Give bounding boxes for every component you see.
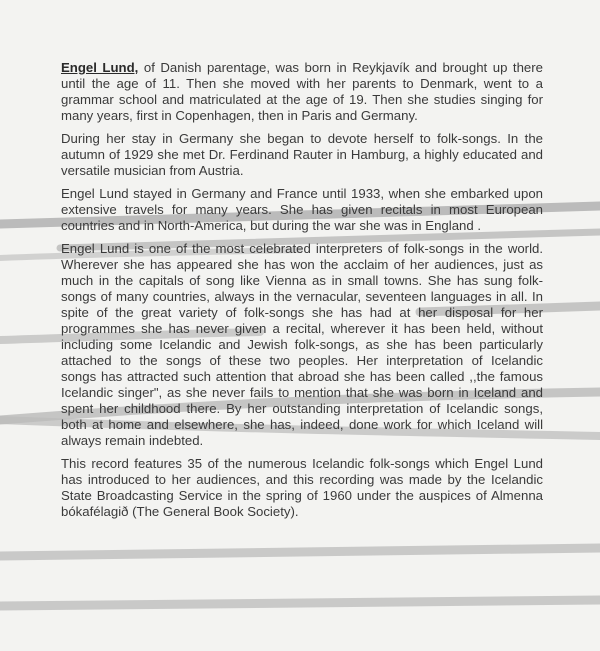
text-line-rest: of Danish parentage, was born in Reykjavík and brought up there [138,60,543,75]
paragraph [61,456,543,520]
text-line: autumn of 1929 she met Dr. Ferdinand Rauter in Hamburg, a highly educated and [61,147,543,162]
text-line: always remain indebted. [61,433,204,448]
paragraph [61,186,543,234]
text-line: many years, first in Copenhagen, then in Paris and Germany. [61,108,418,123]
text-line: extensive travels for many years. She has given recitals in most European [61,202,543,217]
text-line: much in the capitals of song like Vienna as in small towns. She has sung folk- [61,273,543,288]
paragraph [61,241,543,449]
text-line [61,60,543,76]
brush-stroke [0,600,600,606]
text-line: has introduced to her audiences, and this recording was made by the Icelandic [61,472,543,487]
text-line: Wherever she has appeared she has won the acclaim of her audiences, just as [61,257,543,272]
text-line: grammar school and matriculated at the age of 19. Then she studies singing for [61,92,543,107]
text-line: including some Icelandic and Jewish folk-songs, as she has been particularly [61,337,543,352]
text-line: Engel Lund is one of the most celebrated interpreters of folk-songs in the world. [61,241,543,256]
paragraph [61,131,543,179]
text-line: spite of the great variety of folk-songs she has had at her disposal for her [61,305,543,320]
text-line: bókafélagið (The General Book Society). [61,504,299,519]
text-line: until the age of 11. Then she moved with her parents to Denmark, went to a [61,76,543,91]
text-line: programmes she has never given a recital, wherever it has been held, without [61,321,543,336]
brush-stroke [0,548,600,556]
text-line: State Broadcasting Service in the spring of 1960 under the auspices of Almenna [61,488,543,503]
text-line: versatile musician from Austria. [61,163,244,178]
text-line: songs has attracted such attention that abroad she has been called ,,the famous [61,369,543,384]
text-line: spent her childhood there. By her outstanding interpretation of Icelandic songs, [61,401,543,416]
text-line: Engel Lund stayed in Germany and France until 1933, when she embarked upon [61,186,543,201]
text-line: countries and in North-America, but during the war she was in England . [61,218,482,233]
artist-name: Engel Lund, [61,60,139,75]
text-line: attached to the songs of these two peoples. Her interpretation of Icelandic [61,353,543,368]
text-line: During her stay in Germany she began to devote herself to folk-songs. In the [61,131,543,146]
text-line: This record features 35 of the numerous Icelandic folk-songs which Engel Lund [61,456,543,471]
liner-notes-text [61,60,543,527]
paragraph [61,60,543,124]
text-line: both at home and elsewhere, she has, indeed, done work for which Iceland will [61,417,543,432]
text-line: Icelandic singer", as she never fails to mention that she was born in Iceland and [61,385,543,400]
text-line: songs of many countries, always in the vernacular, seventeen languages in all. In [61,289,543,304]
